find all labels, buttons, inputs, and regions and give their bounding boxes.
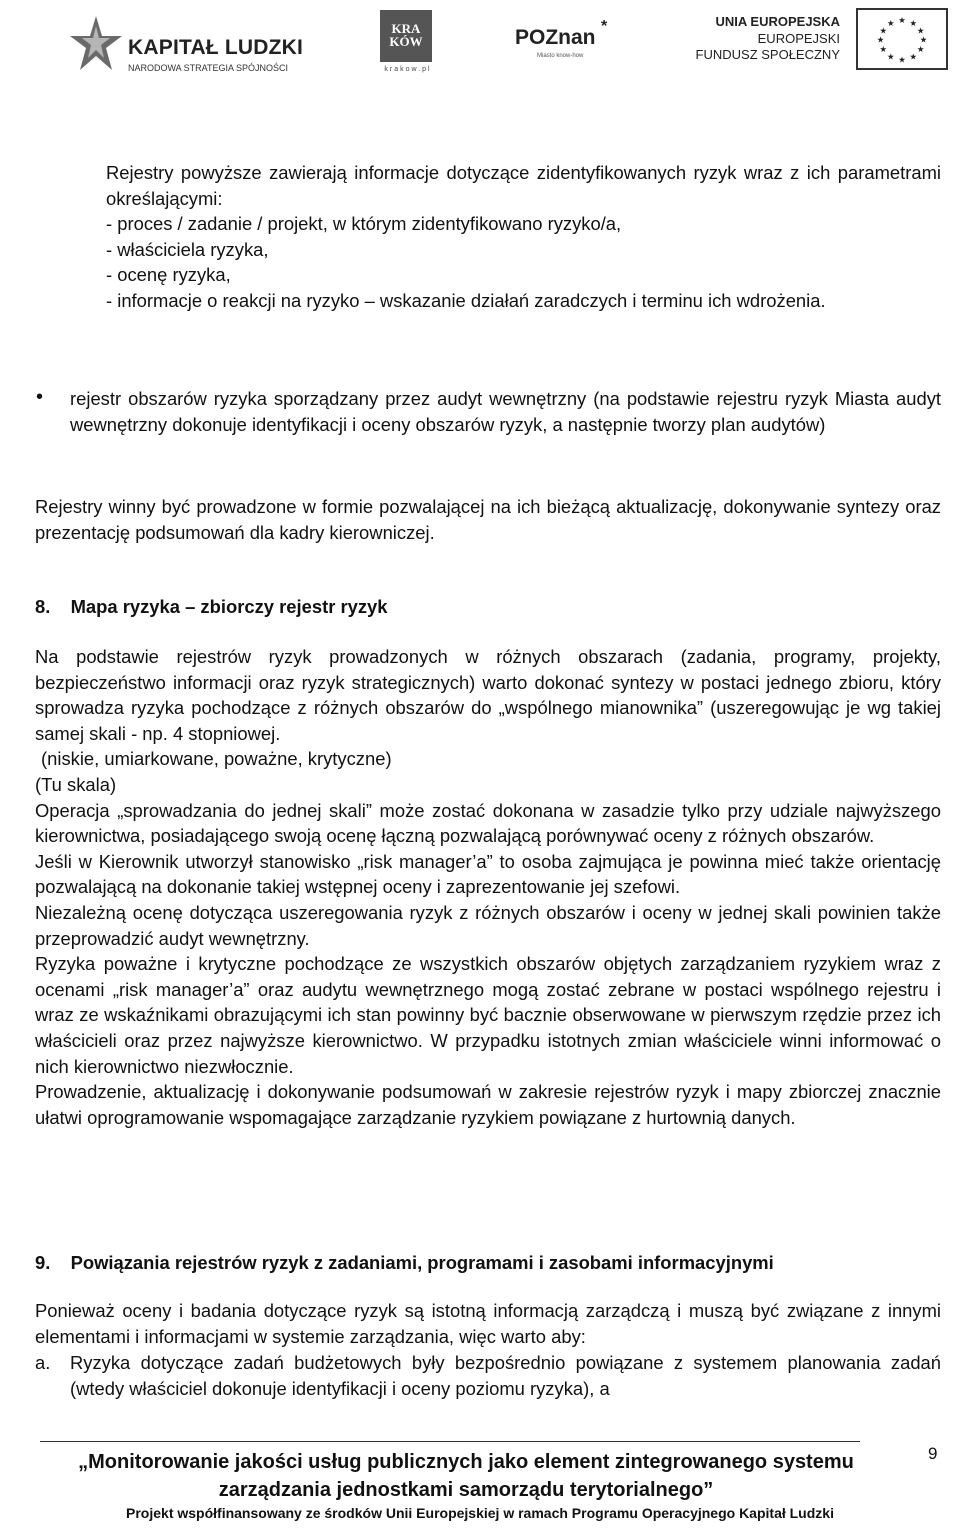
registers-block xyxy=(35,494,941,545)
svg-text:★: ★ xyxy=(898,15,906,26)
section-8-paragraph-5: Jeśli w Kierownik utworzył stanowisko „risk manager’a” to osoba zajmująca je powinna mieć także orientację pozwalającą na dokonanie takiej wstępnej oceny i zaprezentowanie jej szefowi. xyxy=(35,850,941,898)
svg-text:★: ★ xyxy=(879,25,888,36)
krakow-emblem-text xyxy=(380,22,432,48)
section-8-scale-levels: (niskie, umiarkowane, poważne, krytyczne) xyxy=(41,748,392,770)
intro-block xyxy=(106,160,941,314)
svg-text:★: ★ xyxy=(876,34,885,45)
section-8-scale-placeholder: (Tu skala) xyxy=(35,773,117,795)
registers-paragraph: Rejestry winny być prowadzone w formie pozwalającej na ich bieżącą aktualizację, dokonywanie syntezy oraz prezentację podsumowań dla kadry kierowniczej. xyxy=(35,496,941,543)
bullet-item xyxy=(70,386,941,437)
intro-item-4: - informacje o reakcji na ryzyko – wskazanie działań zaradczych i terminu ich wdrożenia. xyxy=(106,289,826,311)
section-9-body xyxy=(35,1298,941,1349)
poznan-logo xyxy=(515,18,615,70)
kapital-ludzki-name: KAPITAŁ LUDZKI xyxy=(128,36,304,59)
eu-flag-icon xyxy=(856,8,948,70)
section-8-paragraph-4: Operacja „sprowadzania do jednej skali” może zostać dokonana w zasadzie tylko przy udziale najwyższego kierownictwa, posiadającego swoją ocenę łączną pozwalającą porównywać oceny z różnych obszarów. xyxy=(35,799,941,847)
section-9-number: 9. xyxy=(35,1252,51,1273)
section-8-heading xyxy=(35,594,941,620)
eu-logo-line-1: UNIA EUROPEJSKA xyxy=(715,14,840,29)
kapital-ludzki-subtitle: NARODOWA STRATEGIA SPÓJNOŚCI xyxy=(128,63,289,73)
section-9-item-a-label: a. xyxy=(35,1352,51,1373)
page-number: 9 xyxy=(928,1444,938,1463)
intro-item-2: - właściciela ryzyka, xyxy=(106,238,269,260)
section-9-heading xyxy=(35,1250,941,1276)
eu-logo xyxy=(695,8,948,78)
section-8-paragraph-7: Ryzyka poważne i krytyczne pochodzące ze wszystkich obszarów objętych zarządzaniem ryzykiem wraz z ocenami „risk manager’a” oraz audytu wewnętrznego mogą zostać zebrane w postaci wspólnego rejestru i wraz ze wskaźnikami obrazującymi ich stan powinny być bacznie obserwowane w pierwszym rzędzie przez ich właścicieli oraz przez najwyższe kierownictwo. W przypadku istotnych zmian właściciele winni informować o nich kierownictwo niezwłocznie. xyxy=(35,953,941,1077)
svg-text:★: ★ xyxy=(916,25,925,36)
footer-project-title xyxy=(36,1448,896,1504)
svg-text:★: ★ xyxy=(916,44,925,55)
bullet-marker-icon: • xyxy=(36,386,44,408)
bullet-text: rejestr obszarów ryzyka sporządzany przez audyt wewnętrzny (na podstawie rejestru ryzyk Miasta audyt wewnętrzny dokonuje identyfikacji i oceny obszarów ryzyk, a następnie tworzy plan audytów) xyxy=(70,388,941,435)
section-9-item-a-text: Ryzyka dotyczące zadań budżetowych były bezpośrednio powiązane z systemem planowania zadań (wtedy właściciel dokonuje identyfikacji i oceny poziomu ryzyka), a xyxy=(70,1352,941,1399)
section-8-paragraph-1: Na podstawie rejestrów ryzyk prowadzonych w różnych obszarach (zadania, programy, projekty, bezpieczeństwo informacji oraz ryzyk strategicznych) warto dokonać syntezy w postaci jednego zbioru, który sprowadza ryzyka pochodzące z różnych obszarów do „wspólnego mianownika” (uszeregowując je wg takiej samej skali - np. 4 stopniowej. xyxy=(35,646,941,744)
footer-title-line-2: zarządzania jednostkami samorządu terytorialnego” xyxy=(218,1479,714,1501)
svg-text:★: ★ xyxy=(898,54,906,65)
section-8-paragraph-6: Niezależną ocenę dotycząca uszeregowania ryzyk z różnych obszarów i oceny w jednej skali powinien także przeprowadzić audyt wewnętrzny. xyxy=(35,901,941,949)
intro-item-3: - ocenę ryzyka, xyxy=(106,264,231,286)
poznan-star-icon: * xyxy=(601,18,608,35)
svg-text:★: ★ xyxy=(919,34,928,45)
poznan-name: POZnan xyxy=(515,26,596,49)
krakow-logo xyxy=(378,8,454,80)
section-8-number: 8. xyxy=(35,596,51,617)
poznan-subtitle: Miasto know-how xyxy=(537,53,584,59)
intro-item-1: - proces / zadanie / projekt, w którym zidentyfikowano ryzyko/a, xyxy=(106,213,622,235)
svg-text:★: ★ xyxy=(879,44,888,55)
intro-paragraph: Rejestry powyższe zawierają informacje dotyczące zidentyfikowanych ryzyk wraz z ich parametrami określającymi: xyxy=(106,162,941,209)
section-9-item-a xyxy=(70,1350,941,1401)
eu-logo-line-2: EUROPEJSKI xyxy=(757,31,840,46)
eu-logo-line-3: FUNDUSZ SPOŁECZNY xyxy=(695,47,840,62)
section-8-body xyxy=(35,644,941,1130)
kapital-ludzki-star-icon xyxy=(66,12,126,78)
footer-title-line-1: „Monitorowanie jakości usług publicznych jako element zintegrowanego systemu xyxy=(78,1451,854,1473)
footer-cofunding-note: Projekt współfinansowany ze środków Unii Europejskiej w ramach Programu Operacyjnego Kapitał Ludzki xyxy=(126,1505,834,1521)
kapital-ludzki-logo xyxy=(66,12,306,78)
krakow-emblem-line-2: KÓW xyxy=(389,34,423,49)
svg-text:★: ★ xyxy=(887,51,895,62)
svg-text:★: ★ xyxy=(909,17,917,28)
section-9-title: Powiązania rejestrów ryzyk z zadaniami, programami i zasobami informacyjnymi xyxy=(70,1252,774,1273)
krakow-emblem-line-1: KRA xyxy=(391,21,421,36)
svg-text:★: ★ xyxy=(909,51,917,62)
krakow-url: krakow.pl xyxy=(384,66,432,73)
section-8-paragraph-8: Prowadzenie, aktualizację i dokonywanie podsumowań w zakresie rejestrów ryzyk i mapy zbiorczej znacznie ułatwi oprogramowanie wspomagające zarządzanie ryzykiem powiązane z hurtownią danych. xyxy=(35,1081,941,1128)
section-8-title: Mapa ryzyka – zbiorczy rejestr ryzyk xyxy=(70,596,388,617)
footer-divider xyxy=(40,1441,860,1442)
svg-text:★: ★ xyxy=(887,17,895,28)
header-logos xyxy=(0,0,960,90)
section-9-paragraph: Ponieważ oceny i badania dotyczące ryzyk są istotną informacją zarządczą i muszą być związane z innymi elementami i informacjami w systemie zarządzania, więc warto aby: xyxy=(35,1300,941,1347)
